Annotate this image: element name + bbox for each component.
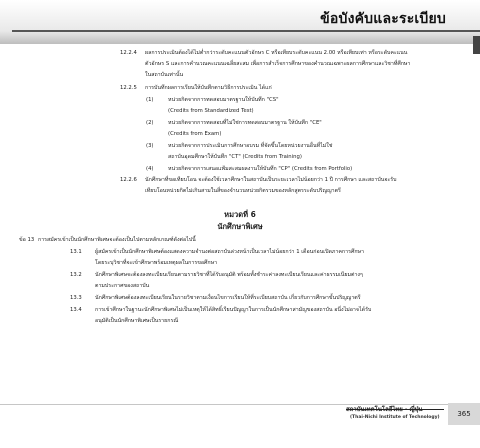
item-text: ตามประกาศของสถาบัน xyxy=(95,283,150,289)
chapter-number: หมวดที่ 6 xyxy=(224,210,256,219)
item-text: นักศึกษาพิเศษจะต้องลงทะเบียนเรียนตามรายวิชาที่ได้รับอนุมัติ พร้อมทั้งชำระค่าลงทะเบียนเรียนและค่าธรรมเนียมต่างๆ xyxy=(95,272,363,278)
item-text: (Credits from Standardized Test) xyxy=(168,108,254,114)
item-text: (Credits from Exam) xyxy=(168,131,222,137)
page-number: 365 xyxy=(448,403,480,425)
clause-text: ผลการประเมินต้องได้ไม่ต่ำกว่าระดับคะแนนตัวอักษร C หรือเทียบระดับคะแนน 2.00 หรือเทียบเท่า หรือระดับคะแนน xyxy=(145,50,408,56)
clause-text: นักศึกษาที่ขอเทียบโอน จะต้องใช้เวลาศึกษาในสถาบันเป็นระยะเวลาไม่น้อยกว่า 1 ปี การศึกษา และสถาบันจะรับ xyxy=(145,177,397,183)
item-text: หน่วยกิตจากการทดสอบมาตรฐานให้บันทึก "CS" xyxy=(168,97,279,103)
clause-text: เทียบโอนหน่วยกิตไม่เกินสามในสี่ของจำนวนหน่วยกิตรวมของหลักสูตรระดับปริญญาตรี xyxy=(145,188,341,194)
clause-text: การบันทึกผลการเรียนให้บันทึกตามวิธีการประเมิน ได้แก่ xyxy=(145,85,272,91)
footer-institute-english: (Thai-Nichi Institute of Technology) xyxy=(350,415,440,420)
item-number: 13.2 xyxy=(70,272,82,278)
footer-underline xyxy=(346,409,444,410)
item-number: (3) xyxy=(146,143,154,149)
page-header-title: ข้อบังคับและระเบียบ xyxy=(320,11,446,27)
item-text: หน่วยกิตจากการเสนอแฟ้มสะสมผลงานให้บันทึก "CP" (Credits from Portfolio) xyxy=(168,166,353,172)
clause-number: 12.2.5 xyxy=(120,85,137,91)
item-text: หน่วยกิตจากการประเมินการศึกษาอบรม ที่จัดขึ้นโดยหน่วยงานอื่นที่ไม่ใช่ xyxy=(168,143,333,149)
item-text: การเข้าศึกษาในฐานะนักศึกษาพิเศษไม่เป็นเหตุให้ได้สิทธิ์เรียนปัญญาในการเป็นนักศึกษาสามัญของสถาบัน อนึ่งไม่อาจได้รับ xyxy=(95,307,372,313)
chapter-title: นักศึกษาพิเศษ xyxy=(217,222,263,231)
clause-text: ตัวอักษร S และการคำนวณคะแนนเฉลี่ยสะสม เพื่อการสำเร็จการศึกษาของคำนวณเฉพาะผลการศึกษาและวิชาที่ศึกษา xyxy=(145,61,411,67)
clause-number: 12.2.4 xyxy=(120,50,137,56)
section-tab-marker xyxy=(473,36,480,54)
item-text: นักศึกษาพิเศษต้องลงทะเบียนเรียนในรายวิชาตามเงื่อนไขการเรียนให้ที่ระเบียบสถาบัน เกี่ยวกับการศึกษาขั้นปริญญาตรี xyxy=(95,295,361,301)
header-bar xyxy=(0,0,480,44)
item-text: หน่วยกิตจากการทดสอบที่ไม่ใช่การทดสอบมาตรฐาน ให้บันทึก "CE" xyxy=(168,120,322,126)
item-text: ผู้สมัครเข้าเป็นนักศึกษาพิเศษต้องแสดงความจำนงต่อสถาบันล่วงหน้าเป็นเวลาไม่น้อยกว่า 1 เดือนก่อนเปิดภาคการศึกษา xyxy=(95,249,364,255)
clause-text: การสมัครเข้าเป็นนักศึกษาพิเศษจะต้องเป็นไปตามหลักเกณฑ์ดังต่อไปนี้ xyxy=(38,237,196,243)
item-text: อนุมัติเป็นนักศึกษาพิเศษเป็นรายกรณี xyxy=(95,318,179,324)
clause-number: ข้อ 13 xyxy=(19,237,35,243)
item-number: 13.4 xyxy=(70,307,82,313)
item-number: (1) xyxy=(146,97,154,103)
header-divider xyxy=(12,30,480,32)
item-number: (2) xyxy=(146,120,154,126)
item-number: 13.1 xyxy=(70,249,82,255)
item-text: สถาบันอุดมศึกษาให้บันทึก "CT" (Credits from Training) xyxy=(168,154,302,160)
clause-number: 12.2.6 xyxy=(120,177,137,183)
item-number: 13.3 xyxy=(70,295,82,301)
item-number: (4) xyxy=(146,166,154,172)
clause-text: ในสถาบันเท่านั้น xyxy=(145,72,184,78)
item-text: โดยระบุวิชาที่จะเข้าศึกษาพร้อมเหตุผลในการขอศึกษา xyxy=(95,260,218,266)
